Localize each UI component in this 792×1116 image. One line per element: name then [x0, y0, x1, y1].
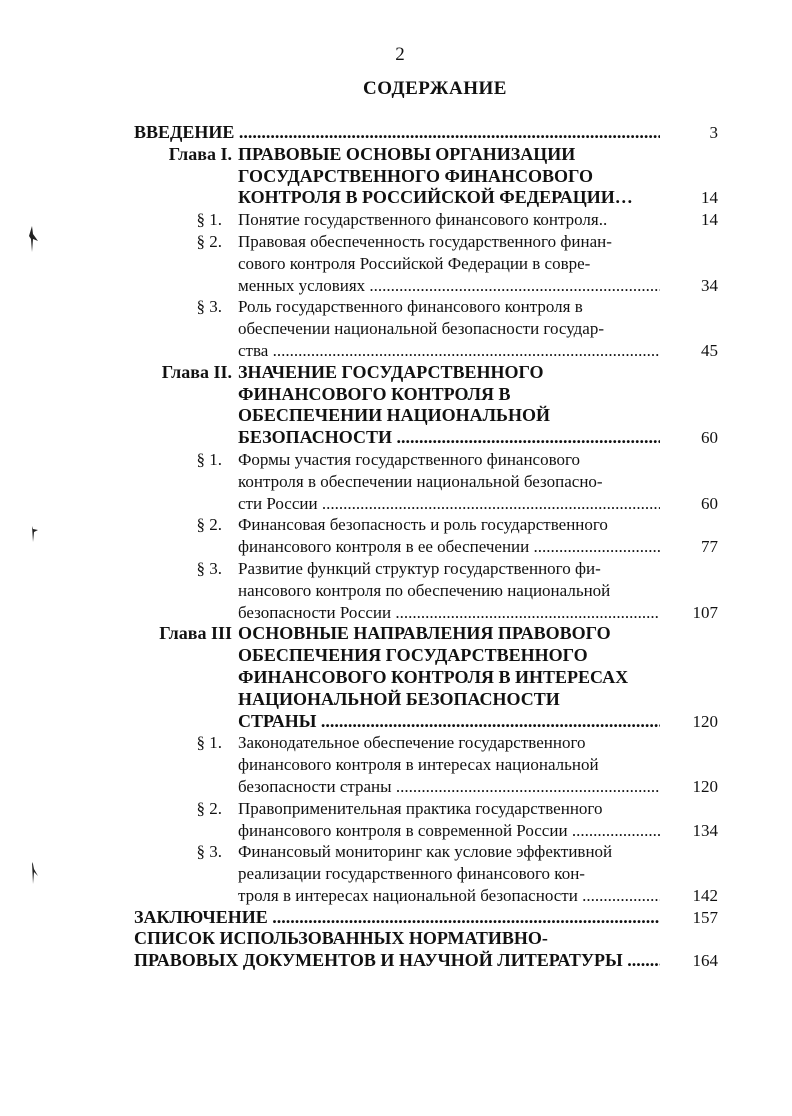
entry-title-line: контроля в обеспечении национальной безопасно- [238, 471, 603, 491]
entry-title-line: Формы участия государственного финансового [238, 449, 581, 469]
entry-title-line: ОБЕСПЕЧЕНИИ НАЦИОНАЛЬНОЙ [238, 405, 550, 426]
entry-title-line: реализации государственного финансового кон- [238, 864, 585, 884]
entry-title-line: КОНТРОЛЯ В РОССИЙСКОЙ ФЕДЕРАЦИИ… [238, 187, 633, 208]
entry-title-line: менных условиях ..... [238, 275, 660, 297]
entry-title-line: Законодательное обеспечение государственного [238, 733, 586, 753]
page-ref: 77 [701, 537, 718, 557]
section-label: § 2. [196, 231, 222, 251]
entry-title-line: ФИНАНСОВОГО КОНТРОЛЯ В ИНТЕРЕСАХ [238, 666, 629, 687]
entry-title-line: ПРАВОВЫЕ ОСНОВЫ ОРГАНИЗАЦИИ [238, 143, 576, 164]
section-label: § 1. [196, 733, 222, 753]
entry-title-line: ства ..... [238, 340, 660, 362]
entry-title-line: финансового контроля в современной России ..... [238, 820, 660, 842]
toc-section-entry[interactable] [0, 209, 792, 231]
entry-title-line: НАЦИОНАЛЬНОЙ БЕЗОПАСНОСТИ [238, 688, 560, 709]
page-ref: 164 [692, 951, 718, 971]
entry-title-line: Роль государственного финансового контроля в [238, 297, 583, 317]
entry-title-line: ПРАВОВЫХ ДОКУМЕНТОВ И НАУЧНОЙ ЛИТЕРАТУРЫ ..... [134, 950, 660, 972]
section-label: § 1. [196, 449, 222, 469]
entry-title-line: нансового контроля по обеспечению национальной [238, 580, 611, 600]
page-ref: 45 [701, 340, 718, 360]
page-ref: 157 [692, 907, 718, 927]
page-ref: 107 [692, 602, 718, 622]
entry-title-line: безопасности страны ..... [238, 776, 660, 798]
toc-main-entry[interactable] [0, 122, 792, 144]
entry-title-line: ГОСУДАРСТВЕННОГО ФИНАНСОВОГО [238, 165, 593, 186]
toc-section-entry[interactable] [0, 449, 792, 514]
entry-title-line: сти России ..... [238, 493, 660, 515]
toc-main-entry[interactable] [0, 907, 792, 929]
toc-section-entry[interactable] [0, 231, 792, 296]
entry-title-line: сового контроля Российской Федерации в совре- [238, 253, 591, 273]
toc-chapter-entry[interactable] [0, 623, 792, 732]
toc-section-entry[interactable] [0, 732, 792, 797]
toc-section-entry[interactable] [0, 798, 792, 842]
section-label: § 2. [196, 515, 222, 535]
scan-mark-icon [30, 862, 38, 876]
entry-title-line: ОБЕСПЕЧЕНИЯ ГОСУДАРСТВЕННОГО [238, 645, 588, 666]
entry-title-line: Правовая обеспеченность государственного финан- [238, 231, 612, 251]
entry-title-line: ВВЕДЕНИЕ ..... [134, 122, 660, 144]
page-ref: 60 [701, 428, 718, 448]
entry-title-line: ЗАКЛЮЧЕНИЕ ..... [134, 907, 660, 929]
entry-title-line: финансового контроля в интересах национальной [238, 755, 599, 775]
table-of-contents [0, 122, 792, 972]
entry-title-line: ФИНАНСОВОГО КОНТРОЛЯ В [238, 383, 511, 404]
toc-section-entry[interactable] [0, 514, 792, 558]
page-ref: 14 [701, 188, 718, 208]
entry-title-line: ЗНАЧЕНИЕ ГОСУДАРСТВЕННОГО [238, 361, 544, 382]
page-ref: 60 [701, 493, 718, 513]
page-number: 2 [395, 44, 405, 65]
entry-title-line: СПИСОК ИСПОЛЬЗОВАННЫХ НОРМАТИВНО- [134, 928, 548, 949]
page-ref: 14 [701, 210, 718, 230]
section-label: § 3. [196, 297, 222, 317]
page-ref: 34 [701, 275, 718, 295]
toc-section-entry[interactable] [0, 841, 792, 906]
section-label: § 3. [196, 842, 222, 862]
chapter-label: Глава III [159, 623, 232, 644]
entry-title-line: троля в интересах национальной безопасности ..... [238, 885, 660, 907]
chapter-label: Глава I. [168, 143, 232, 164]
section-label: § 3. [196, 558, 222, 578]
entry-title-line: Развитие функций структур государственного фи- [238, 558, 601, 578]
toc-section-entry[interactable] [0, 558, 792, 623]
entry-title-line: ОСНОВНЫЕ НАПРАВЛЕНИЯ ПРАВОВОГО [238, 623, 611, 644]
entry-title-line: безопасности России ..... [238, 602, 660, 624]
toc-chapter-entry[interactable] [0, 144, 792, 209]
entry-title-line: Правоприменительная практика государственного [238, 798, 603, 818]
entry-title-line: СТРАНЫ ..... [238, 711, 660, 733]
page-title: СОДЕРЖАНИЕ [363, 78, 507, 99]
entry-title-line: Финансовая безопасность и роль государственного [238, 515, 608, 535]
page-ref: 142 [692, 885, 718, 905]
scan-mark-icon [30, 526, 38, 540]
scan-mark-icon [29, 226, 37, 240]
toc-chapter-entry[interactable] [0, 362, 792, 449]
chapter-label: Глава II. [161, 361, 232, 382]
page-ref: 120 [692, 776, 718, 796]
toc-main-entry[interactable] [0, 928, 792, 972]
page-ref: 120 [692, 711, 718, 731]
entry-title-line: обеспечении национальной безопасности государ- [238, 319, 605, 339]
section-label: § 2. [196, 798, 222, 818]
entry-title-line: БЕЗОПАСНОСТИ ..... [238, 427, 660, 449]
entry-title-line: Финансовый мониторинг как условие эффективной [238, 842, 613, 862]
section-label: § 1. [196, 210, 222, 230]
toc-section-entry[interactable] [0, 296, 792, 361]
page-ref: 3 [709, 123, 718, 142]
entry-title-line: Понятие государственного финансового контроля.. [238, 210, 608, 230]
entry-title-line: финансового контроля в ее обеспечении ..... [238, 536, 660, 558]
page-ref: 134 [692, 820, 718, 840]
